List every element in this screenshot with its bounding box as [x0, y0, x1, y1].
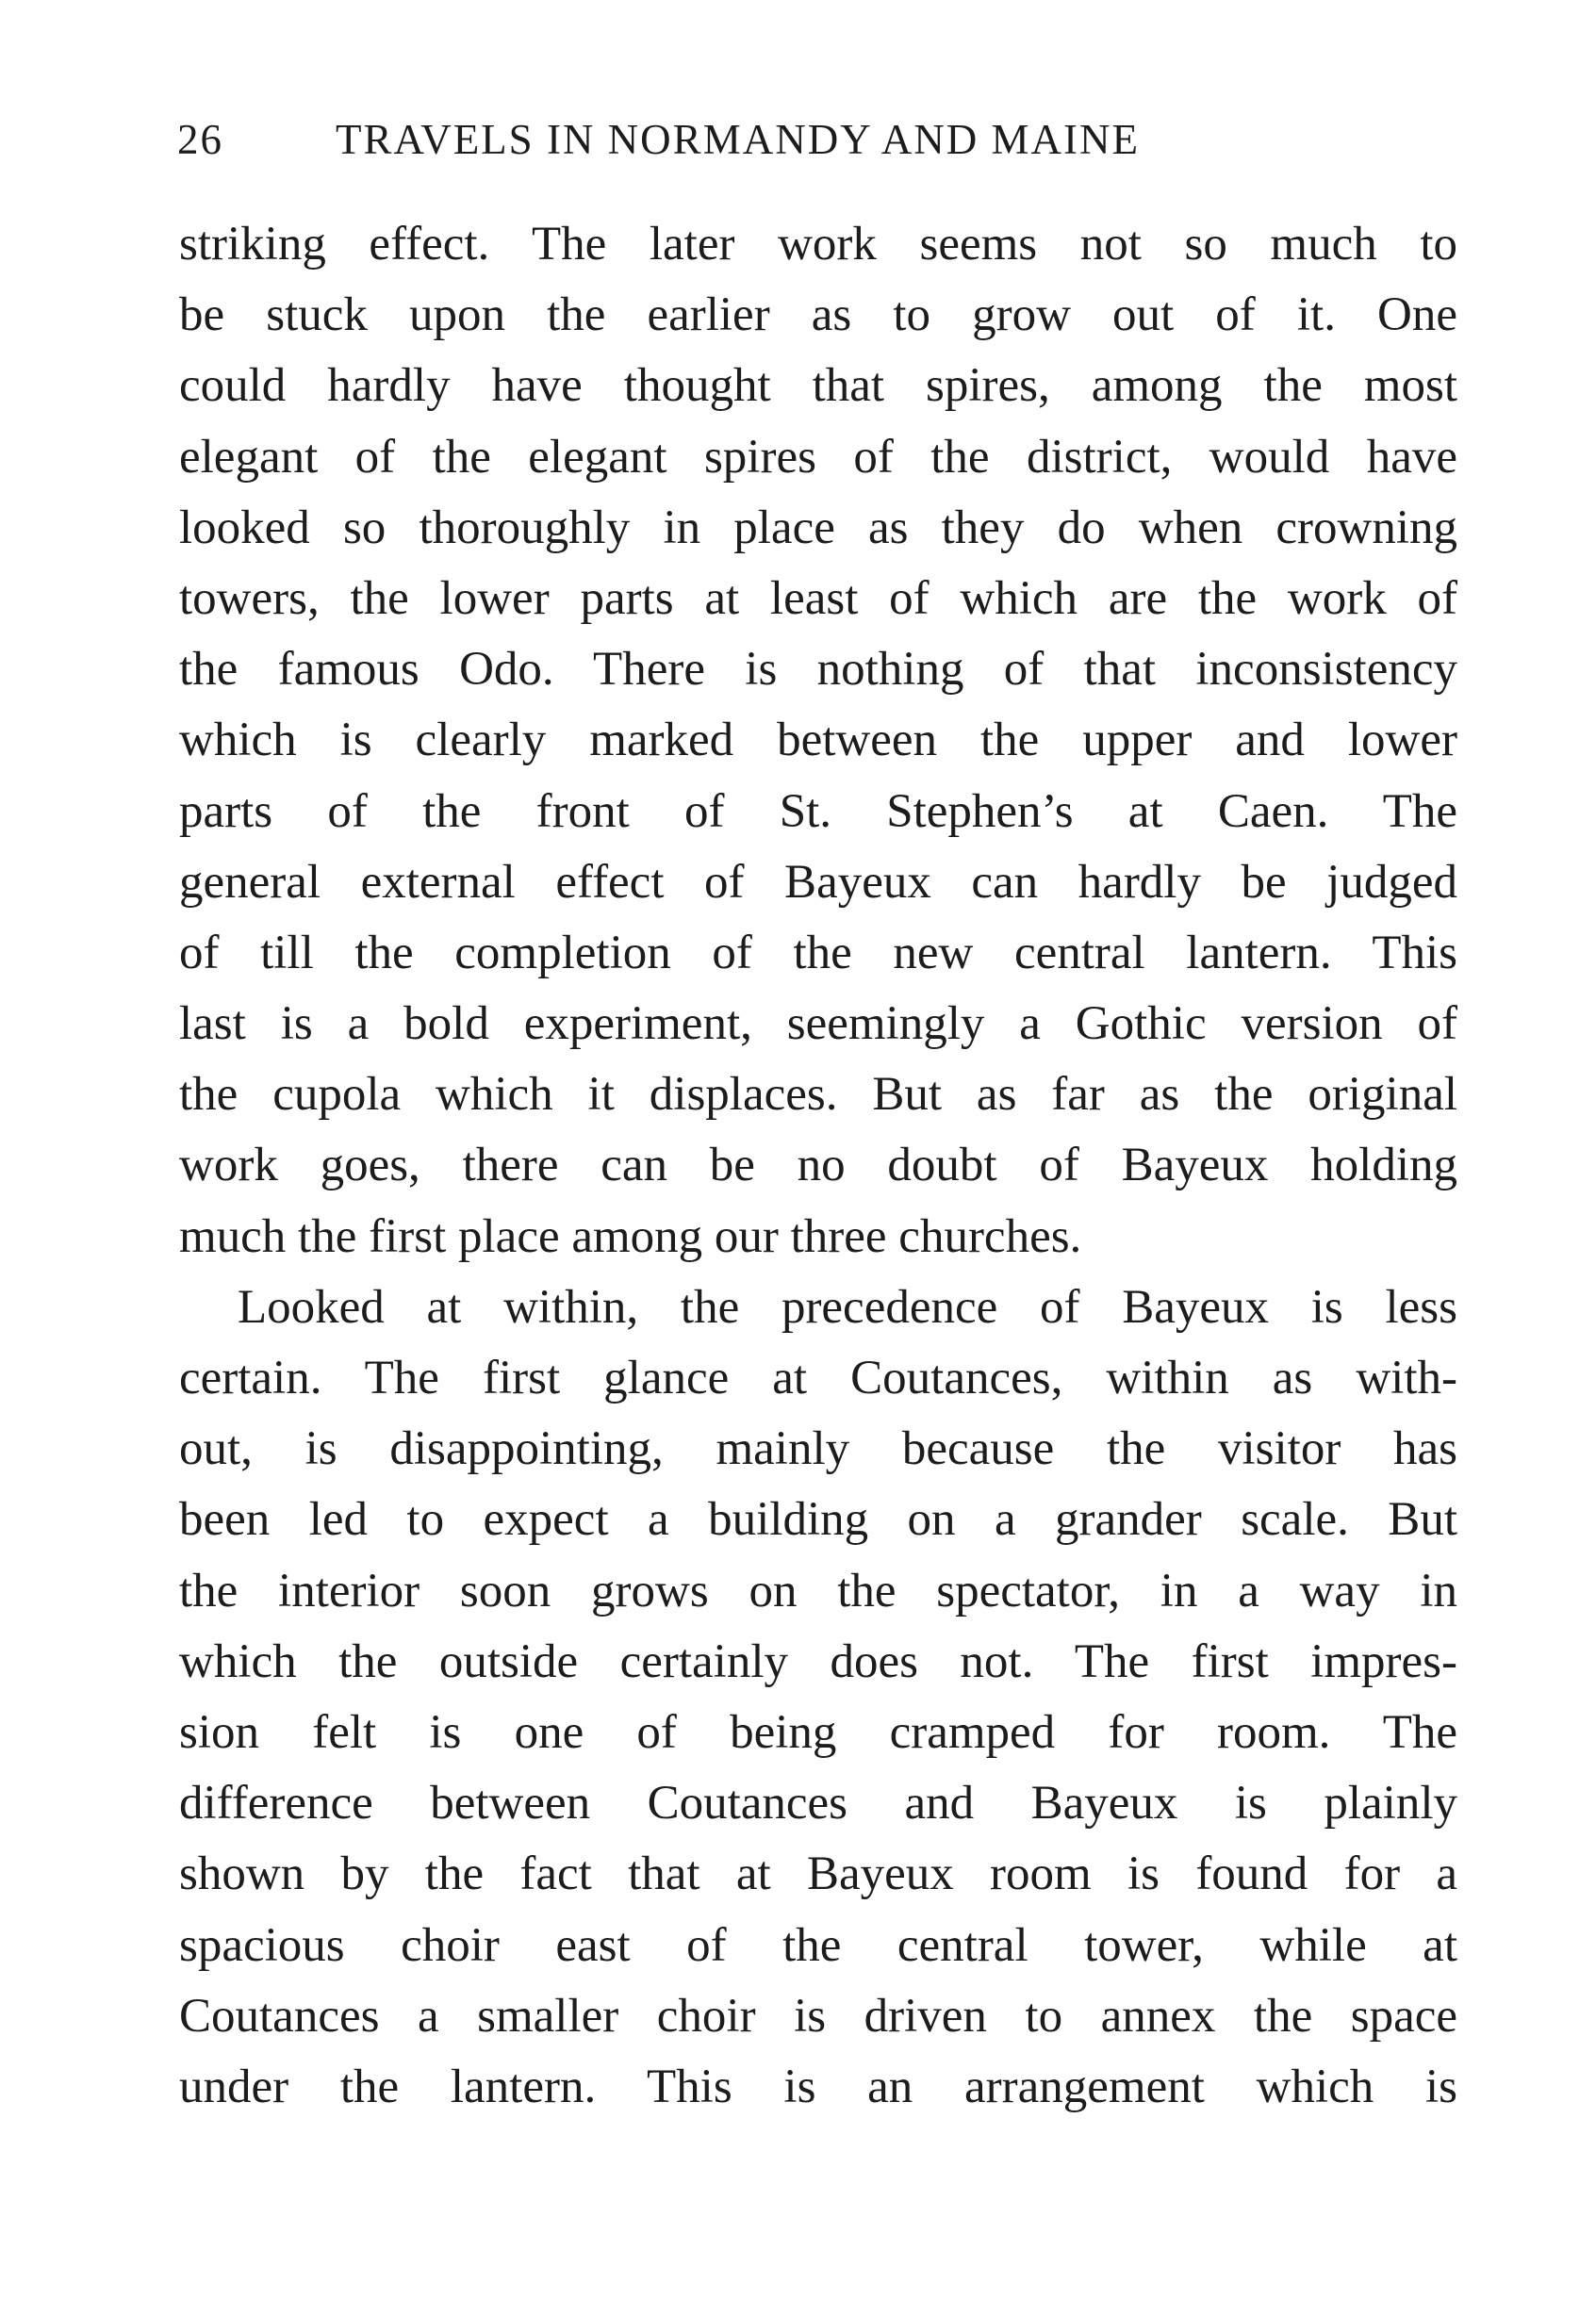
text-line: towers, the lower parts at least of which are the work of [179, 571, 1457, 625]
text-line-paragraph-start: Looked at within, the precedence of Bayeux is less [238, 1280, 1457, 1334]
text-line: which the outside certainly does not. The first impres- [179, 1634, 1457, 1688]
text-line: the interior soon grows on the spectator, in a way in [179, 1564, 1457, 1618]
text-line: certain. The first glance at Coutances, within as with- [179, 1352, 1457, 1404]
text-line: work goes, there can be no doubt of Bayeux holding [179, 1139, 1457, 1192]
text-line: spacious choir east of the central tower, while at [179, 1918, 1457, 1972]
text-line: of till the completion of the new central lantern. This [179, 926, 1457, 979]
text-line: general external effect of Bayeux can hardly be judged [179, 855, 1457, 909]
text-line: which is clearly marked between the upper and lower [179, 714, 1457, 767]
text-line: the cupola which it displaces. But as far as the original [179, 1068, 1457, 1122]
text-line: could hardly have thought that spires, among the most [179, 359, 1457, 413]
text-line: been led to expect a building on a grander scale. But [179, 1493, 1457, 1547]
text-line: out, is disappointing, mainly because the visitor has [179, 1422, 1457, 1476]
page-number: 26 [177, 116, 223, 163]
text-line: under the lantern. This is an arrangement which is [179, 2060, 1457, 2113]
text-line: the famous Odo. There is nothing of that inconsistency [179, 643, 1457, 697]
text-line: last is a bold experiment, seemingly a Gothic version of [179, 997, 1457, 1051]
text-line: shown by the fact that at Bayeux room is found for a [179, 1847, 1457, 1901]
running-title: TRAVELS IN NORMANDY AND MAINE [336, 116, 1141, 163]
body-text [179, 209, 1457, 2123]
text-line: elegant of the elegant spires of the district, would have [179, 430, 1457, 484]
text-line: sion felt is one of being cramped for room. The [179, 1705, 1457, 1759]
text-line: looked so thoroughly in place as they do when crowning [179, 501, 1457, 554]
running-head [177, 111, 1459, 168]
text-line: difference between Coutances and Bayeux is plainly [179, 1777, 1457, 1831]
text-line: striking effect. The later work seems not so much to [179, 218, 1457, 271]
text-line: Coutances a smaller choir is driven to annex the space [179, 1989, 1457, 2043]
text-line: be stuck upon the earlier as to grow out of it. One [179, 288, 1457, 342]
text-line: parts of the front of St. Stephen’s at Caen. The [179, 784, 1457, 838]
text-line-paragraph-end: much the first place among our three churches. [179, 1209, 1082, 1263]
